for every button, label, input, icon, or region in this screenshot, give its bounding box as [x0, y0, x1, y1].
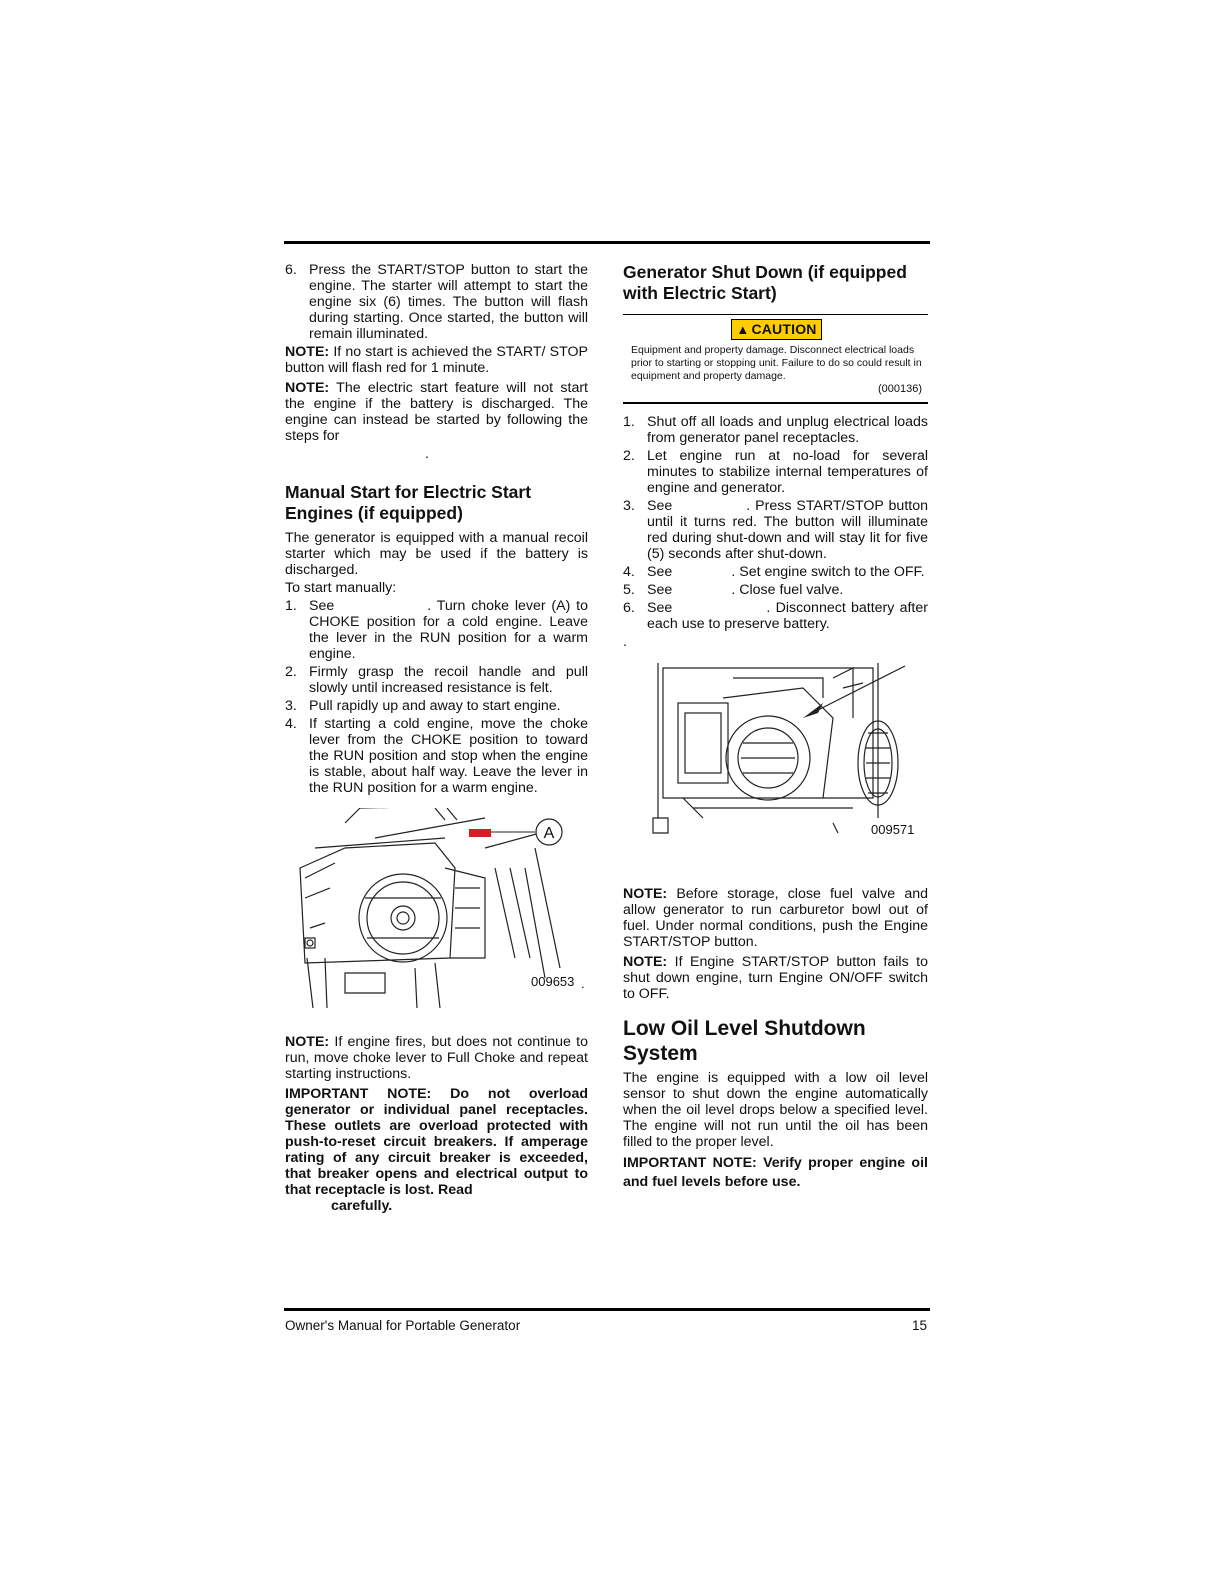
list-item: 1. See . Turn choke lever (A) to CHOKE position for a cold engine. Leave the lever in the RUN position for a warm engine.	[285, 598, 592, 662]
right-column	[623, 262, 932, 1196]
caution-text: Equipment and property damage. Disconnect electrical loads prior to starting or stopping unit. Failure to do so could result in equipment and property damage.	[631, 344, 922, 382]
page-number: 15	[912, 1318, 928, 1333]
note-trail: .	[425, 446, 429, 462]
shutdown-heading: Generator Shut Down (if equipped with Electric Start)	[623, 262, 907, 303]
note-engine-fires: NOTE: If engine fires, but does not continue to run, move choke lever to Full Choke and repeat starting instructions.	[285, 1034, 588, 1082]
note-battery: NOTE: The electric start feature will not start the engine if the battery is discharged. The engine can instead be started by following the steps for	[285, 380, 588, 444]
step-number: 6.	[285, 262, 297, 278]
list-item: 1. Shut off all loads and unplug electrical loads from generator panel receptacles.	[623, 414, 928, 446]
list-item: 3. See . Press START/STOP button until it turns red. The button will illuminate red during shut-down and will stay lit for five (5) seconds after shut-down.	[623, 498, 932, 562]
left-column	[285, 262, 592, 1218]
caution-code: (000136)	[877, 383, 922, 395]
note-start-stop-fails: NOTE: If Engine START/STOP button fails to shut down engine, turn Engine ON/OFF switch to OFF.	[623, 954, 928, 1002]
low-oil-important: IMPORTANT NOTE: Verify proper engine oil and fuel levels before use.	[623, 1155, 928, 1190]
header-rule	[284, 241, 930, 244]
step-text: Press the START/STOP button to start the engine. The starter will attempt to start the engine six (6) times. The button will flash during starting. Once started, the button will remain illuminated.	[309, 262, 588, 342]
list-item	[285, 262, 588, 342]
warning-triangle-icon: ▲	[736, 322, 750, 337]
note-start-flash: NOTE: If no start is achieved the START/ STOP button will flash red for 1 minute.	[285, 344, 588, 376]
callout-label: A	[543, 825, 555, 842]
footer-title: Owner's Manual for Portable Generator	[285, 1318, 521, 1333]
important-end: carefully.	[331, 1198, 393, 1214]
choke-lever-figure	[285, 808, 588, 1008]
caution-badge: ▲ CAUTION	[631, 319, 922, 340]
manual-to-start: To start manually:	[285, 580, 397, 596]
important-overload: IMPORTANT NOTE: Do not overload generator or individual panel receptacles. These outlets are overload protected with push-to-reset circuit breakers. If amperage rating of any circuit breaker is exceeded, that breaker opens and electrical output to that receptacle is lost. Read	[285, 1086, 588, 1198]
list-item: 6. See . Disconnect battery after each use to preserve battery.	[623, 600, 932, 632]
list-trail: .	[623, 634, 627, 650]
list-item: 5. See . Close fuel valve.	[623, 582, 844, 598]
figure-code: 009571	[871, 822, 915, 837]
caution-box	[623, 314, 928, 404]
note-before-storage: NOTE: Before storage, close fuel valve and allow generator to run carburetor bowl out of fuel. Under normal conditions, push the Engine START/STOP button.	[623, 886, 928, 950]
list-item: 3. Pull rapidly up and away to start engine.	[285, 698, 561, 714]
footer-rule	[284, 1308, 930, 1311]
list-item: 4. If starting a cold engine, move the choke lever from the CHOKE position to toward the RUN position and stop when the engine is stable, about half way. Leave the lever in the RUN position for a warm engine.	[285, 716, 588, 796]
figure-trail: .	[581, 976, 585, 991]
generator-illustration	[623, 658, 928, 848]
list-item: 2. Let engine run at no-load for several minutes to stabilize internal temperatures of engine and generator.	[623, 448, 928, 496]
list-item: 2. Firmly grasp the recoil handle and pull slowly until increased resistance is felt.	[285, 664, 588, 696]
list-item: 4. See . Set engine switch to the OFF.	[623, 564, 925, 580]
generator-figure	[623, 658, 928, 848]
manual-intro: The generator is equipped with a manual recoil starter which may be used if the battery is discharged.	[285, 530, 588, 578]
low-oil-heading: Low Oil Level Shutdown System	[623, 1017, 866, 1065]
low-oil-text: The engine is equipped with a low oil level sensor to shut down the engine automatically when the oil level drops below a specified level. The engine will not run until the oil has been filled to the proper level.	[623, 1070, 928, 1150]
choke-lever-mark	[469, 829, 491, 837]
manual-start-heading: Manual Start for Electric Start Engines (if equipped)	[285, 482, 532, 523]
figure-code: 009653	[531, 974, 575, 989]
